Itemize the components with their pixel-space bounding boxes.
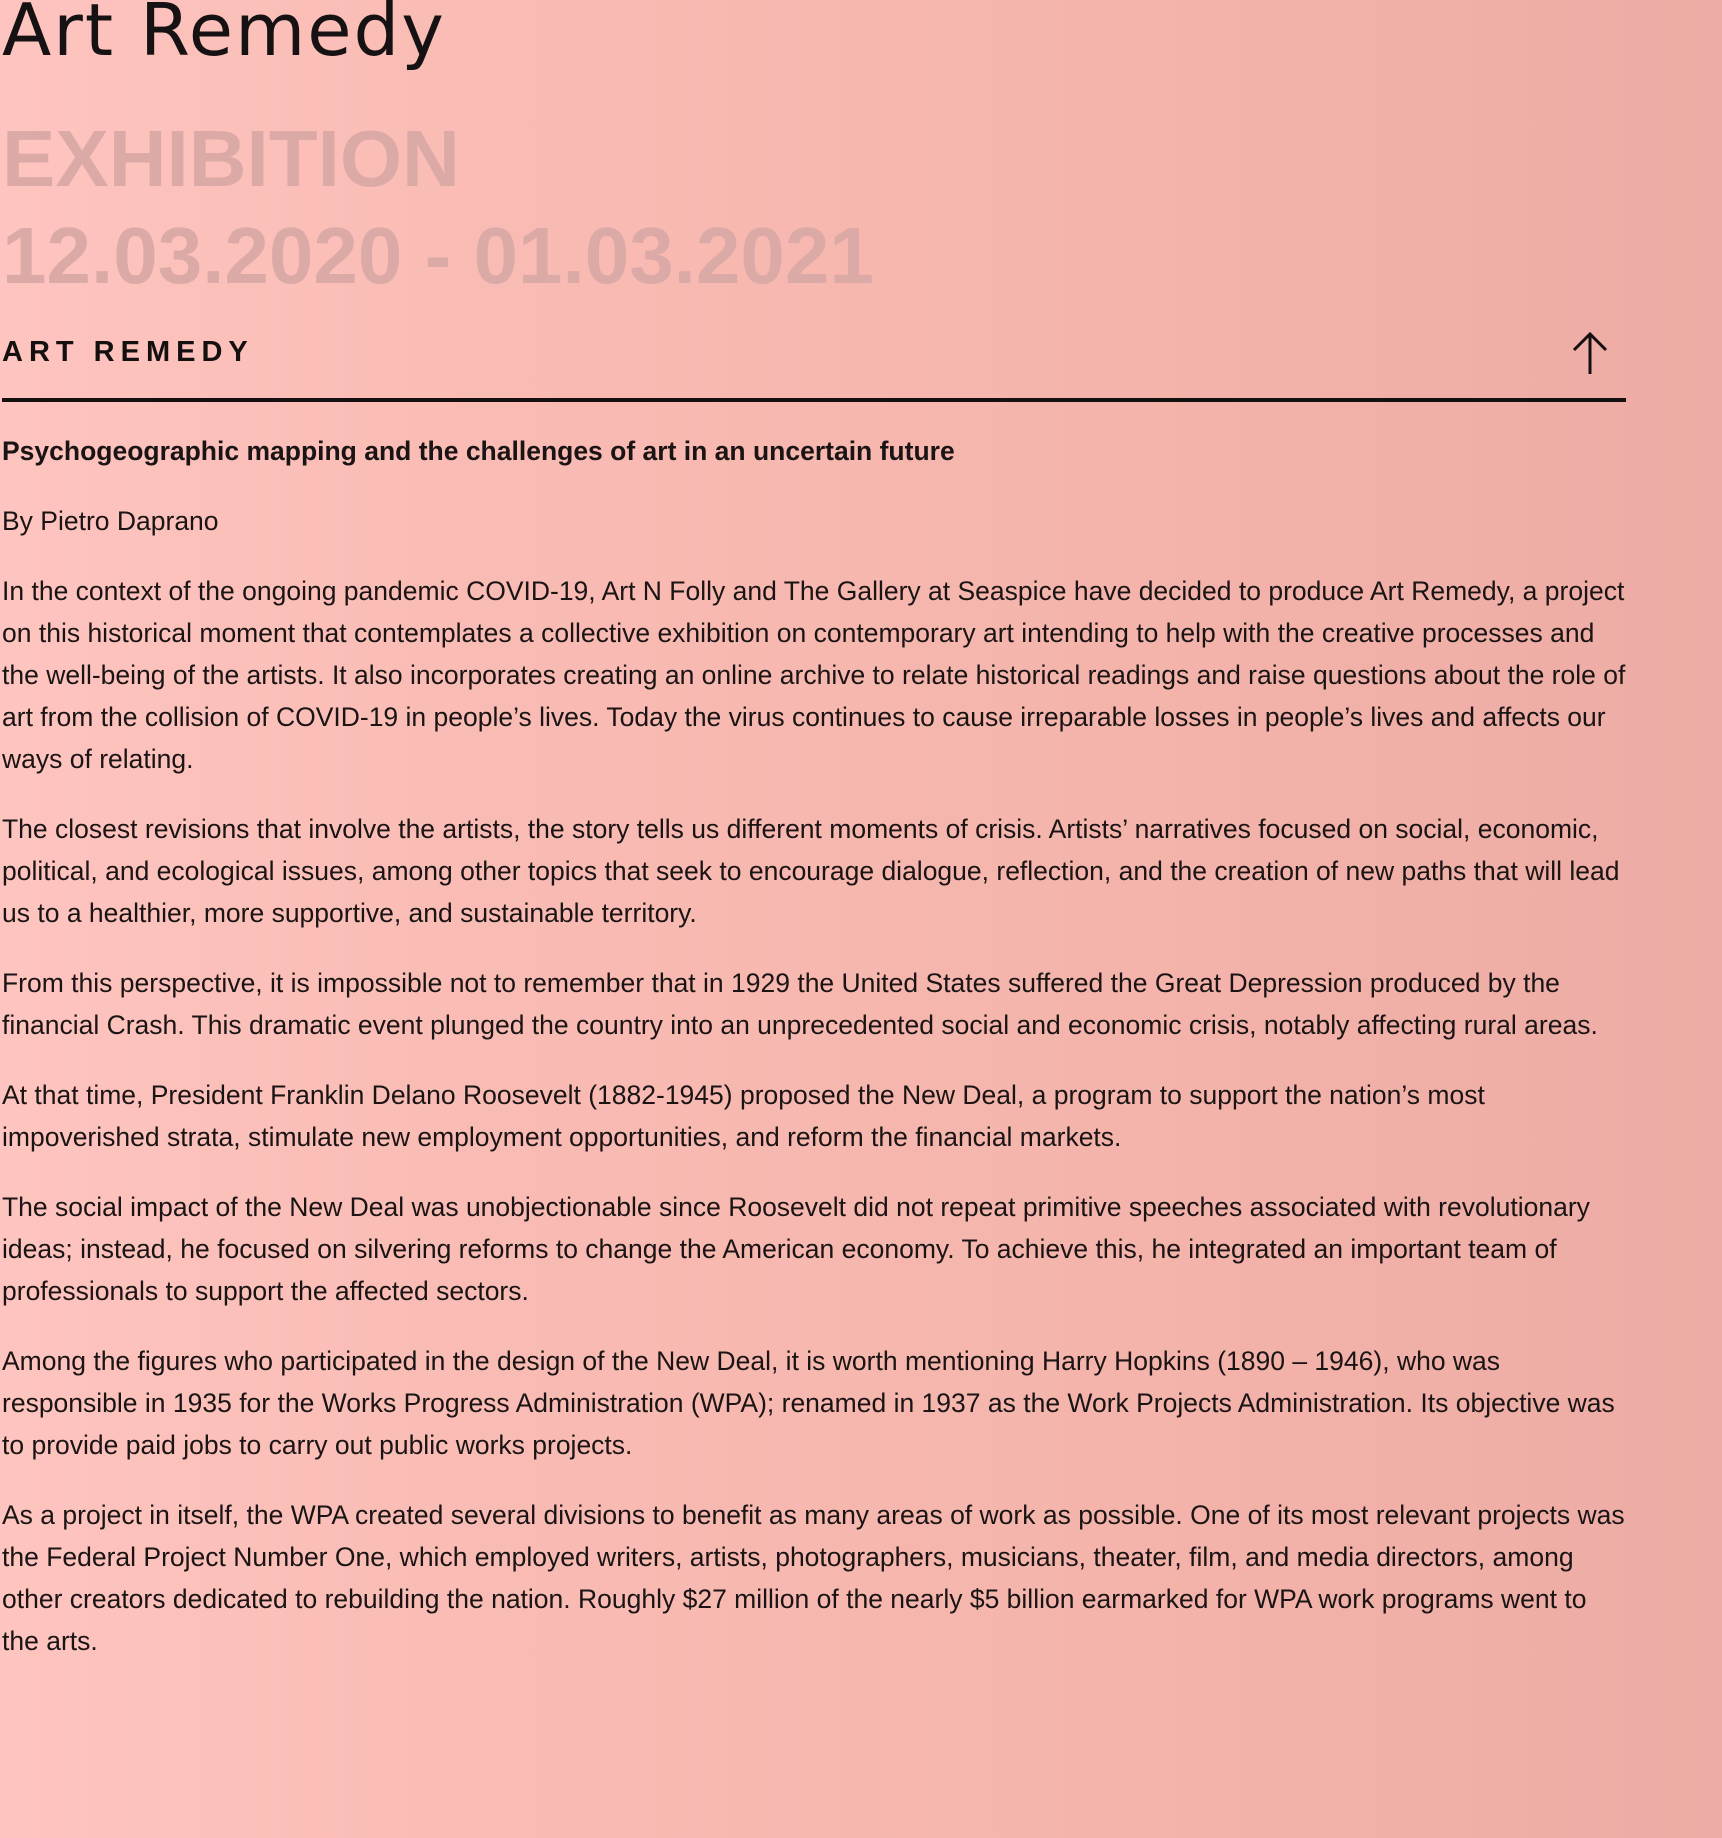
article-headline: Psychogeographic mapping and the challenges of art in an uncertain future xyxy=(2,436,955,466)
exhibition-label: EXHIBITION xyxy=(2,114,460,203)
article-byline: By Pietro Daprano xyxy=(2,506,219,536)
article-paragraph: As a project in itself, the WPA created several divisions to benefit as many areas of work as possible. One of its most relevant projects was the Federal Project Number One, which employed writers, artists, photographers, musicians, theater, film, and media directors, among other creators dedicated to rebuilding the nation. Roughly $27 million of the nearly $5 billion earmarked for WPA work programs went to the arts. xyxy=(2,1500,1625,1656)
article-paragraph: From this perspective, it is impossible not to remember that in 1929 the United States suffered the Great Depression produced by the financial Crash. This dramatic event plunged the country into an unprecedented social and economic crisis, notably affecting rural areas. xyxy=(2,968,1598,1040)
article-paragraph: At that time, President Franklin Delano Roosevelt (1882-1945) proposed the New Deal, a program to support the nation’s most impoverished strata, stimulate new employment opportunities, and reform the financial markets. xyxy=(2,1080,1485,1152)
section-header xyxy=(2,318,1626,402)
article-paragraph: The social impact of the New Deal was unobjectionable since Roosevelt did not repeat primitive speeches associated with revolutionary ideas; instead, he focused on silvering reforms to change the American economy. To achieve this, he integrated an important team of professionals to support the affected sectors. xyxy=(2,1192,1590,1306)
article-paragraph: In the context of the ongoing pandemic COVID-19, Art N Folly and The Gallery at Seaspice have decided to produce Art Remedy, a project on this historical moment that contemplates a collective exhibition on contemporary art intending to help with the creative processes and the well-being of the artists. It also incorporates creating an online archive to relate historical readings and raise questions about the role of art from the collision of COVID-19 in people’s lives. Today the virus continues to cause irreparable losses in people’s lives and affects our ways of relating. xyxy=(2,576,1626,774)
article-paragraph: The closest revisions that involve the artists, the story tells us different moments of crisis. Artists’ narratives focused on social, economic, political, and ecological issues, among other topics that seek to encourage dialogue, reflection, and the creation of new paths that will lead us to a healthier, more supportive, and sustainable territory. xyxy=(2,814,1620,928)
exhibition-info xyxy=(2,110,874,304)
arrow-up-icon[interactable] xyxy=(1570,330,1610,376)
article xyxy=(2,430,1626,1690)
exhibition-dates: 12.03.2020 - 01.03.2021 xyxy=(2,211,874,300)
section-title: ART REMEDY xyxy=(2,336,254,368)
site-title[interactable]: Art Remedy xyxy=(2,0,446,72)
article-paragraph: Among the figures who participated in the design of the New Deal, it is worth mentioning Harry Hopkins (1890 – 1946), who was responsible in 1935 for the Works Progress Administration (WPA); renamed in 1937 as the Work Projects Administration. Its objective was to provide paid jobs to carry out public works projects. xyxy=(2,1346,1615,1460)
